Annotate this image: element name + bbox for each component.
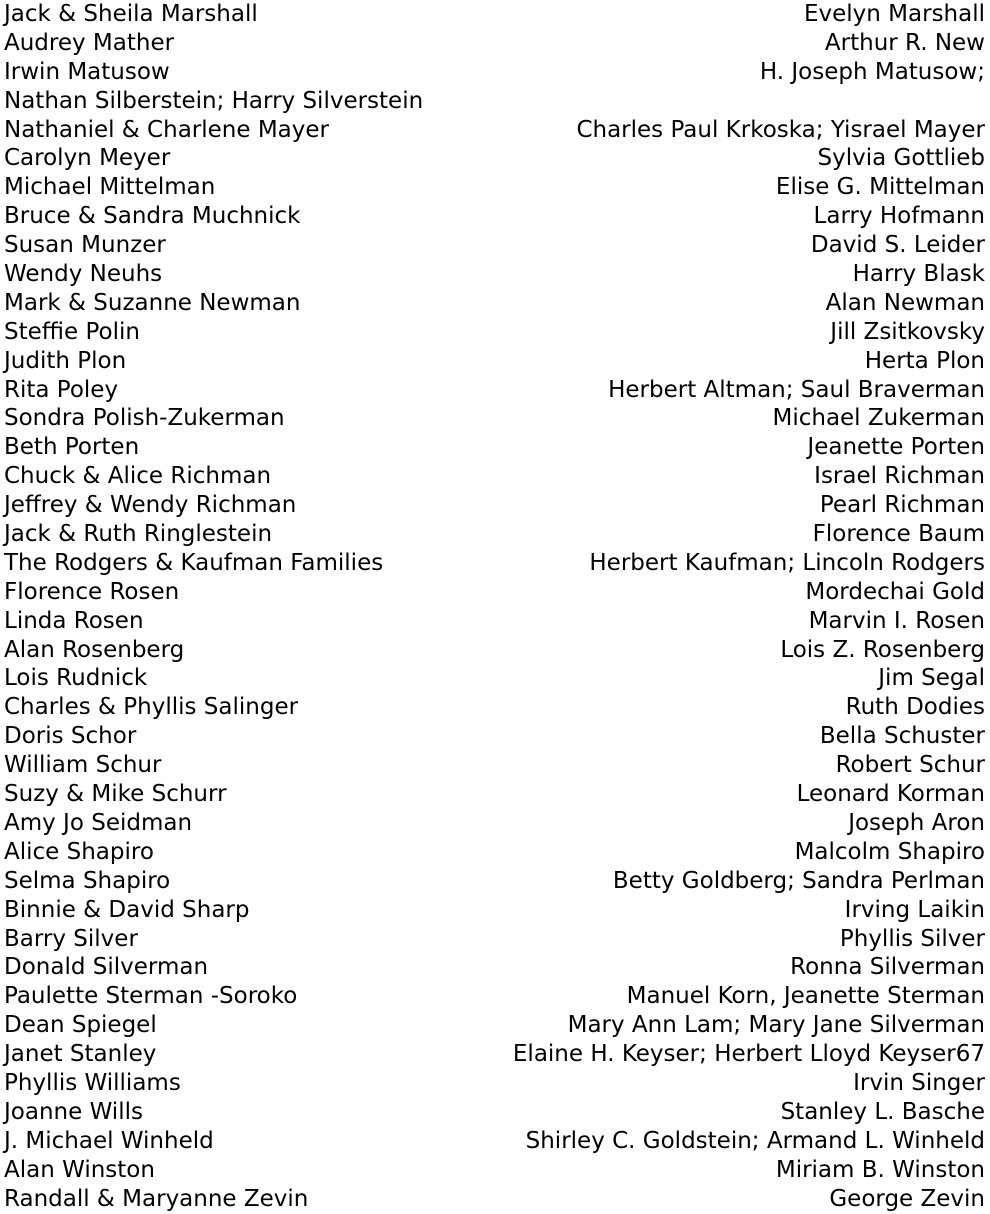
donor-name: Jack & Ruth Ringlestein [4, 521, 273, 548]
honoree-name: Evelyn Marshall [803, 1, 985, 27]
donor-name: The Rodgers & Kaufman Families [4, 549, 384, 576]
list-row [4, 491, 985, 520]
honoree-name: Stanley L. Basche [780, 1098, 985, 1125]
honoree-name: Charles Paul Krkoska; Yisrael Mayer [576, 116, 985, 143]
list-row [4, 347, 985, 376]
honoree-name: Israel Richman [814, 463, 985, 490]
honoree-name: Pearl Richman [819, 492, 985, 519]
list-row [4, 549, 985, 578]
donor-name: Rita Poley [4, 376, 119, 403]
list-row [4, 260, 985, 289]
list-row [4, 838, 985, 867]
honoree-name: Herta Plon [864, 347, 985, 374]
list-row [4, 173, 985, 202]
list-row [4, 1011, 985, 1040]
donor-name: Michael Mittelman [4, 174, 216, 201]
honoree-name: Elise G. Mittelman [775, 174, 985, 201]
honoree-name: Leonard Korman [796, 781, 985, 808]
donor-name: Phyllis Williams [4, 1069, 181, 1096]
list-row [4, 520, 985, 549]
list-row [4, 0, 985, 29]
donor-name: Audrey Mather [4, 29, 175, 56]
honoree-name: Sylvia Gottlieb [817, 145, 985, 172]
honoree-name: H. Joseph Matusow; [759, 58, 985, 85]
honoree-name: Irvin Singer [853, 1069, 985, 1096]
list-row [4, 289, 985, 318]
list-row [4, 1156, 985, 1185]
donor-name: Irwin Matusow [4, 58, 170, 85]
honoree-name: George Zevin [829, 1185, 985, 1212]
honoree-name: Ronna Silverman [790, 954, 985, 981]
honoree-name: Alan Newman [825, 289, 985, 316]
honoree-name: Jim Segal [878, 665, 985, 692]
list-row [4, 953, 985, 982]
honoree-name: Ruth Dodies [845, 694, 985, 721]
donor-name: Susan Munzer [4, 232, 166, 259]
donor-name: Carolyn Meyer [4, 145, 171, 172]
donor-name: Bruce & Sandra Muchnick [4, 203, 301, 230]
list-row [4, 867, 985, 896]
list-row [4, 693, 985, 722]
honoree-name: Betty Goldberg; Sandra Perlman [612, 867, 985, 894]
honoree-name: Florence Baum [812, 521, 985, 548]
donor-name: Alan Rosenberg [4, 636, 185, 663]
donor-name: Donald Silverman [4, 954, 209, 981]
donor-name: Florence Rosen [4, 578, 180, 605]
donor-name: Suzy & Mike Schurr [4, 781, 227, 808]
donor-name: Sondra Polish-Zukerman [4, 405, 285, 432]
honoree-name: Joseph Aron [848, 809, 985, 836]
honoree-name: Herbert Kaufman; Lincoln Rodgers [589, 549, 985, 576]
honoree-name: Herbert Altman; Saul Braverman [608, 376, 985, 403]
list-row [4, 1069, 985, 1098]
list-row [4, 1098, 985, 1127]
list-row [4, 1127, 985, 1156]
donor-name: Jack & Sheila Marshall [4, 1, 258, 27]
list-row [4, 925, 985, 954]
list-row [4, 116, 985, 145]
donor-name: Jeffrey & Wendy Richman [4, 492, 297, 519]
honoree-name: Michael Zukerman [772, 405, 985, 432]
list-row [4, 404, 985, 433]
list-row [4, 318, 985, 347]
list-row [4, 1185, 985, 1214]
donor-name: Linda Rosen [4, 607, 144, 634]
donor-name: Amy Jo Seidman [4, 809, 193, 836]
donor-name: Mark & Suzanne Newman [4, 289, 301, 316]
donor-name: Dean Spiegel [4, 1012, 157, 1039]
list-row [4, 751, 985, 780]
honoree-name: Miriam B. Winston [775, 1156, 985, 1183]
list-row [4, 202, 985, 231]
list-row [4, 809, 985, 838]
donor-name: Joanne Wills [4, 1098, 143, 1125]
honoree-name: Jeanette Porten [807, 434, 985, 461]
donor-name: Judith Plon [4, 347, 127, 374]
donor-name: Paulette Sterman -Soroko [4, 983, 298, 1010]
honoree-name: Shirley C. Goldstein; Armand L. Winheld [525, 1127, 985, 1154]
list-row [4, 462, 985, 491]
honoree-name: Elaine H. Keyser; Herbert Lloyd Keyser67 [512, 1041, 985, 1068]
honoree-name: Marvin I. Rosen [808, 607, 985, 634]
donor-name: Steffie Polin [4, 318, 140, 345]
donor-name: Binnie & David Sharp [4, 896, 250, 923]
honoree-name: Lois Z. Rosenberg [780, 636, 985, 663]
donor-name: Barry Silver [4, 925, 138, 952]
list-row [4, 664, 985, 693]
donor-name: William Schur [4, 752, 162, 779]
donor-name: Charles & Phyllis Salinger [4, 694, 299, 721]
honoree-name: Bella Schuster [819, 723, 985, 750]
donor-name: Beth Porten [4, 434, 140, 461]
honoree-name: David S. Leider [810, 232, 985, 259]
honoree-name: Arthur R. New [824, 29, 985, 56]
list-row [4, 722, 985, 751]
list-row [4, 144, 985, 173]
honoree-name: Manuel Korn, Jeanette Sterman [626, 983, 985, 1010]
donor-name: Janet Stanley [4, 1041, 157, 1068]
honoree-name: Phyllis Silver [839, 925, 985, 952]
donor-name: Lois Rudnick [4, 665, 148, 692]
list-row [4, 87, 985, 116]
donor-name: Chuck & Alice Richman [4, 463, 272, 490]
donor-name: J. Michael Winheld [4, 1127, 214, 1154]
list-row [4, 578, 985, 607]
list-row [4, 1040, 985, 1069]
donor-name: Randall & Maryanne Zevin [4, 1185, 309, 1212]
list-row [4, 896, 985, 925]
list-row [4, 780, 985, 809]
donor-name: Wendy Neuhs [4, 261, 163, 288]
honoree-name: Jill Zsitkovsky [830, 318, 985, 345]
honoree-name: Malcolm Shapiro [794, 838, 985, 865]
donor-name: Alice Shapiro [4, 838, 154, 865]
donor-name: Alan Winston [4, 1156, 155, 1183]
list-row [4, 58, 985, 87]
list-row [4, 29, 985, 58]
list-row [4, 231, 985, 260]
list-row [4, 607, 985, 636]
honoree-name: Mary Ann Lam; Mary Jane Silverman [567, 1012, 985, 1039]
donor-name: Doris Schor [4, 723, 137, 750]
honoree-name: Irving Laikin [844, 896, 985, 923]
donor-name: Selma Shapiro [4, 867, 171, 894]
honoree-name: Robert Schur [835, 752, 985, 779]
list-row [4, 433, 985, 462]
honoree-name: Mordechai Gold [805, 578, 985, 605]
donor-name: Nathaniel & Charlene Mayer [4, 116, 329, 143]
list-row [4, 982, 985, 1011]
list-row [4, 636, 985, 665]
list-row [4, 376, 985, 405]
honoree-name: Larry Hofmann [813, 203, 985, 230]
donor-name: Nathan Silberstein; Harry Silverstein [4, 87, 424, 114]
honoree-name: Harry Blask [852, 261, 985, 288]
